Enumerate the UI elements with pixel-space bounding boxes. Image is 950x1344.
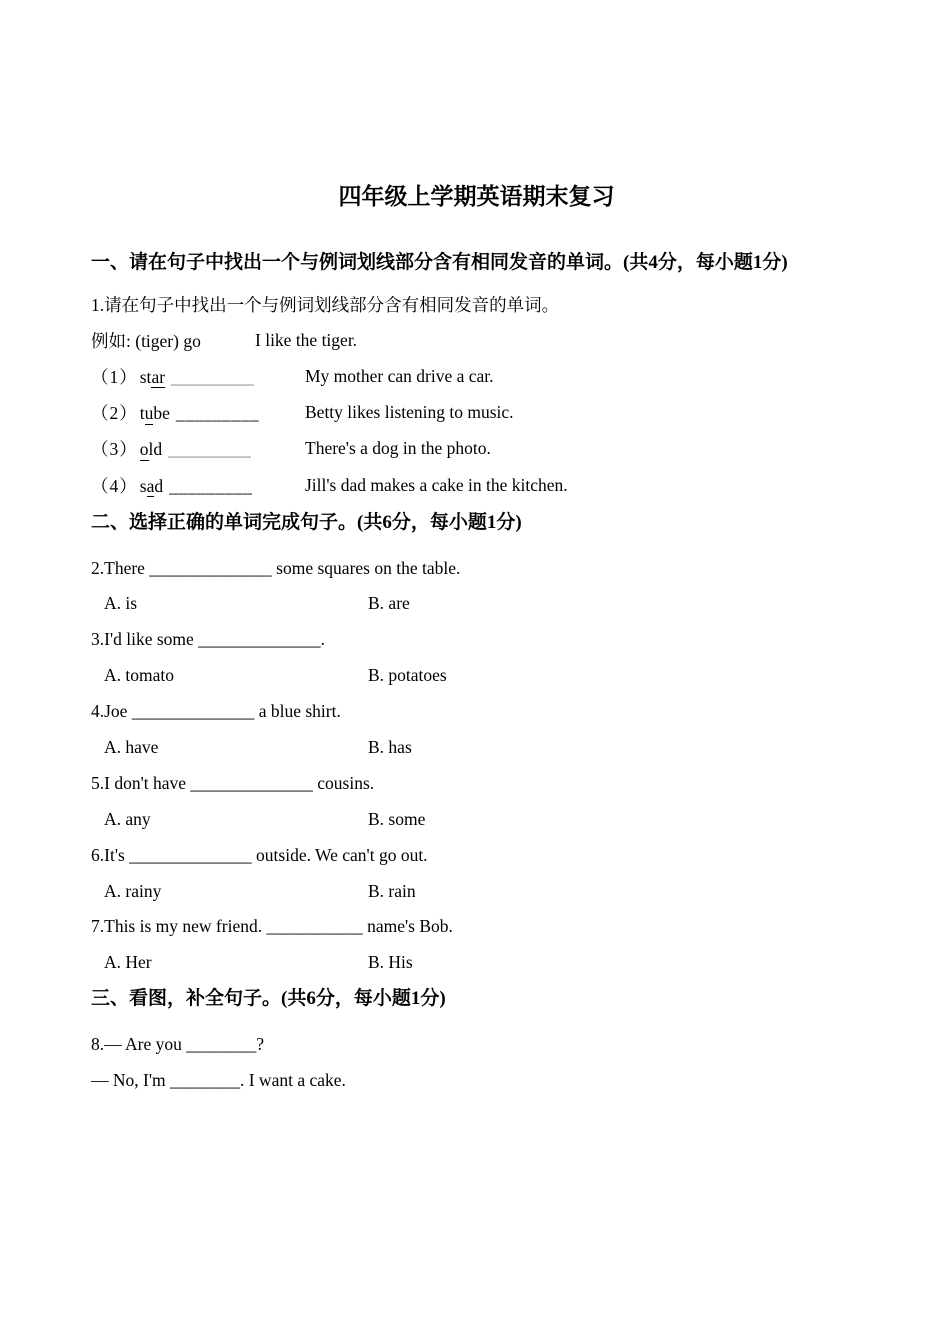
phonics-sentence: My mother can drive a car. (305, 365, 494, 386)
option-a: A. is (104, 593, 138, 614)
answer-blank: _________ (168, 439, 252, 460)
example-line (91, 322, 862, 358)
question-3-text: 3.I'd like some ______________. (91, 629, 326, 650)
phonics-sentence: Betty likes listening to music. (305, 402, 514, 423)
phonics-sentence: Jill's dad makes a cake in the kitchen. (305, 474, 568, 495)
option-b: B. His (368, 952, 413, 973)
phonics-sentence: There's a dog in the photo. (305, 438, 491, 459)
answer-blank: _________ (175, 403, 260, 424)
question-2-text: 2.There ______________ some squares on the table. (91, 557, 461, 578)
section-3-heading: 三、看图，补全句子。(共6分，每小题1分) (91, 987, 446, 1009)
section-1-body (91, 286, 862, 503)
question-6-options (91, 873, 862, 909)
phonics-item-4 (91, 467, 862, 503)
option-b: B. are (368, 593, 410, 614)
option-b: B. potatoes (368, 665, 447, 686)
option-a: A. any (104, 808, 151, 829)
question-6-text: 6.It's ______________ outside. We can't go out. (91, 844, 428, 865)
option-b: B. rain (368, 880, 416, 901)
option-b: B. has (368, 737, 412, 758)
question-8-line-1: 8.— Are you ________? (91, 1034, 265, 1055)
item-number: （2） (91, 403, 138, 424)
question-7-text: 7.This is my new friend. ___________ name's Bob. (91, 916, 453, 937)
underlined-letters: ar (151, 366, 166, 387)
section-1-intro: 1.请在句子中找出一个与例词划线部分含有相同发音的单词。 (91, 294, 560, 315)
example-sentence: I like the tiger. (255, 329, 358, 350)
phonics-item-2 (91, 395, 862, 431)
question-5-text: 5.I don't have ______________ cousins. (91, 772, 375, 793)
underlined-letters: o (139, 439, 149, 460)
option-a: A. tomato (104, 665, 174, 686)
section-2-body (91, 550, 862, 981)
phonics-word: sad (139, 475, 164, 496)
answer-blank: _________ (171, 366, 255, 387)
example-label: 例如: (tiger) go (91, 330, 201, 351)
item-number: （4） (91, 475, 138, 496)
question-2-options (91, 586, 862, 622)
option-a: A. Her (104, 952, 152, 973)
underlined-letters: u (144, 403, 154, 424)
section-3-body (91, 1027, 862, 1099)
question-3-options (91, 658, 862, 694)
underlined-letters: a (146, 475, 155, 496)
item-number: （3） (91, 439, 138, 460)
option-a: A. have (104, 737, 159, 758)
option-a: A. rainy (104, 880, 162, 901)
page-title: 四年级上学期英语期末复习 (338, 184, 615, 209)
item-number: （1） (91, 366, 138, 387)
question-8-line-2: — No, I'm ________. I want a cake. (91, 1070, 346, 1091)
question-4-options (91, 730, 862, 766)
phonics-word: tube (139, 403, 170, 424)
question-5-options (91, 801, 862, 837)
phonics-item-3 (91, 431, 862, 467)
phonics-item-1 (91, 358, 862, 394)
question-7-options (91, 945, 862, 981)
section-1-heading: 一、请在句子中找出一个与例词划线部分含有相同发音的单词。(共4分，每小题1分) (91, 252, 788, 273)
section-2-heading: 二、选择正确的单词完成句子。(共6分，每小题1分) (91, 512, 522, 534)
option-b: B. some (368, 808, 426, 829)
phonics-word: star (139, 366, 166, 387)
answer-blank: _________ (169, 475, 253, 496)
question-4-text: 4.Joe ______________ a blue shirt. (91, 701, 341, 722)
phonics-word: old (139, 439, 163, 460)
